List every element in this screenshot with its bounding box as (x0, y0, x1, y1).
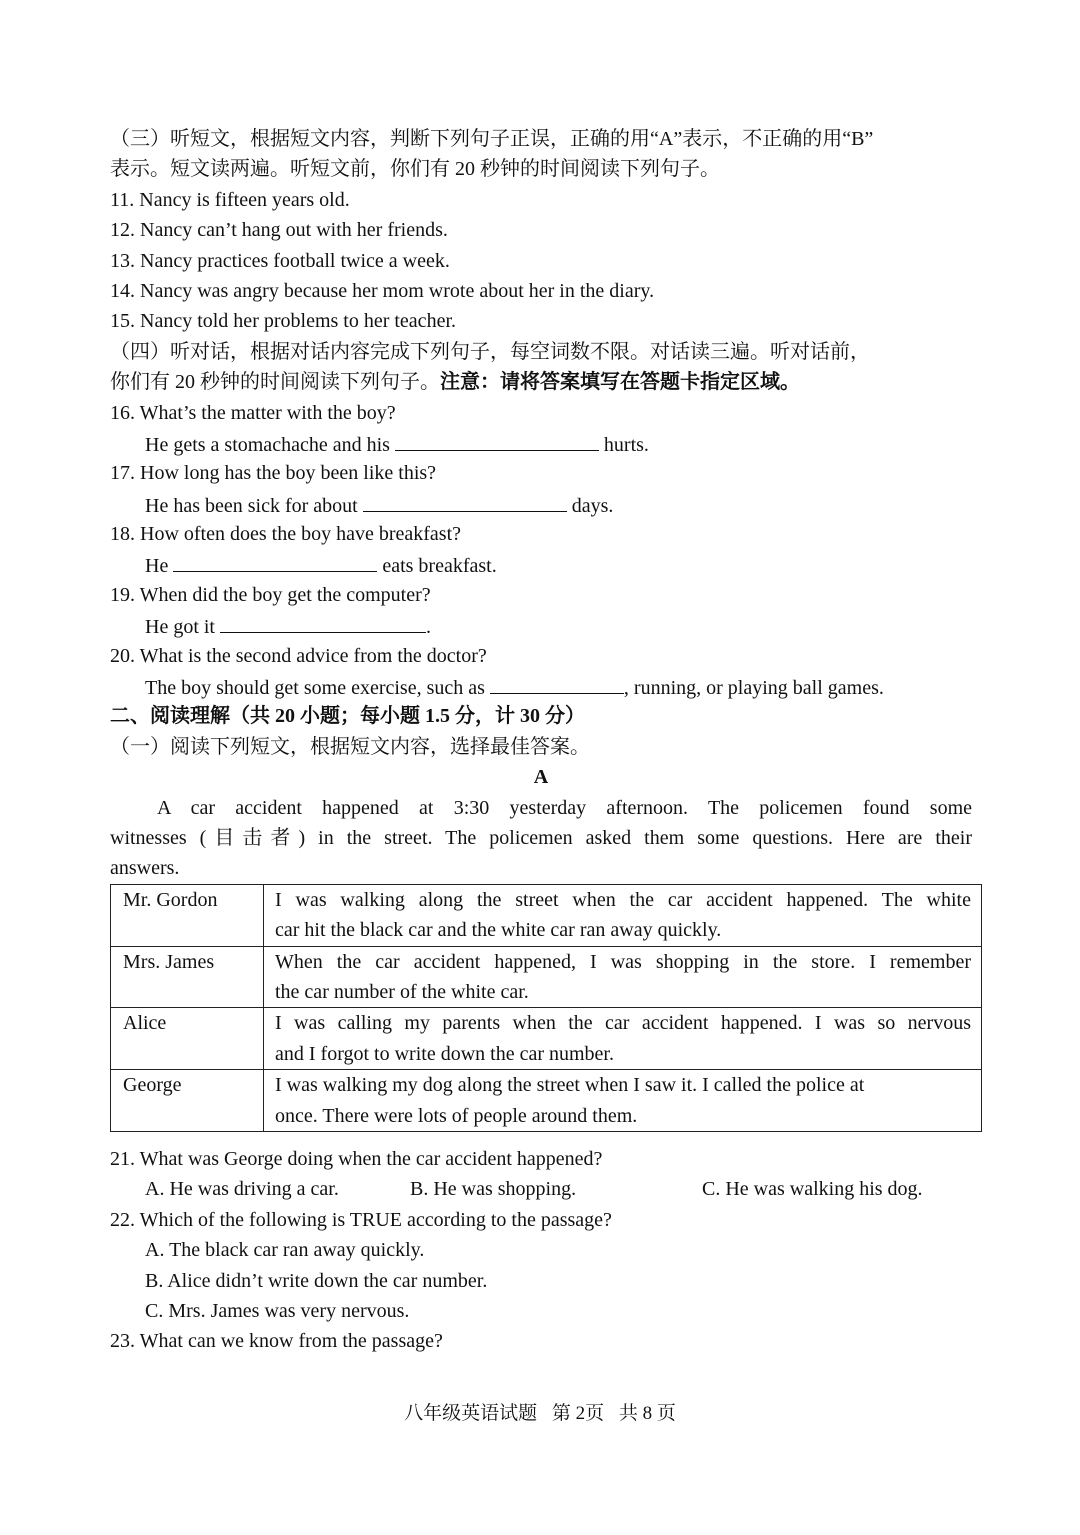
section4-heading-line2 (110, 367, 972, 397)
witness-name: Mrs. James (111, 946, 264, 1008)
section3-heading-line1: （三）听短文，根据短文内容，判断下列句子正误，正确的用“A”表示，不正确的用“B” (110, 128, 874, 150)
question-22: 22. Which of the following is TRUE according to the passage? (110, 1208, 612, 1231)
witness-answer-line1: I was walking along the street when the car accident happened. The white (275, 888, 971, 911)
answer-line-20 (110, 671, 972, 701)
table-row (111, 1070, 982, 1132)
option-21-c[interactable]: C. He was walking his dog. (702, 1178, 923, 1201)
option-22-b[interactable]: B. Alice didn’t write down the car number. (145, 1269, 488, 1292)
witness-name: Alice (111, 1008, 264, 1070)
table-row (111, 1008, 982, 1070)
answer-16-blank[interactable] (395, 428, 599, 451)
witness-answer-line2: once. There were lots of people around them. (275, 1104, 638, 1127)
table-row (111, 884, 982, 946)
footer-page: 第 2页 (551, 1403, 605, 1424)
witness-answer-line2: and I forgot to write down the car number. (275, 1042, 614, 1065)
witness-answer-line1: When the car accident happened, I was shopping in the store. I remember (275, 950, 971, 973)
question-19: 19. When did the boy get the computer? (110, 583, 431, 606)
answer-18-blank[interactable] (173, 549, 377, 572)
answer-20-blank[interactable] (490, 671, 624, 694)
section4-heading-text: 你们有 20 秒钟的时间阅读下列句子。 (110, 371, 440, 394)
witness-answer-line1: I was walking my dog along the street when I saw it. I called the police at (275, 1074, 865, 1097)
question-23: 23. What can we know from the passage? (110, 1330, 443, 1353)
witness-name: George (111, 1070, 264, 1132)
witness-answer (264, 946, 982, 1008)
witness-answer-line2: the car number of the white car. (275, 980, 529, 1003)
answer-19-blank[interactable] (220, 610, 426, 633)
answer-16-before: He gets a stomachache and his (145, 433, 395, 456)
witness-name: Mr. Gordon (111, 884, 264, 946)
question-21: 21. What was George doing when the car accident happened? (110, 1148, 603, 1171)
footer-total: 共 8 页 (618, 1403, 676, 1424)
option-21-a[interactable]: A. He was driving a car. (145, 1178, 339, 1201)
statement-15: 15. Nancy told her problems to her teacher. (110, 310, 456, 333)
answer-line-19 (110, 610, 972, 640)
answer-19-before: He got it (145, 616, 220, 639)
question-18: 18. How often does the boy have breakfast? (110, 523, 461, 546)
answer-20-after: , running, or playing ball games. (623, 677, 884, 700)
table-row (111, 946, 982, 1008)
answer-16-after: hurts. (598, 433, 649, 456)
section4-note: 注意：请将答案填写在答题卡指定区域。 (440, 371, 800, 394)
option-22-c[interactable]: C. Mrs. James was very nervous. (145, 1299, 410, 1322)
passage-line2: witnesses (目击者) in the street. The policemen asked them some questions. Here are their (110, 826, 972, 849)
statement-12: 12. Nancy can’t hang out with her friends. (110, 219, 448, 242)
answer-17-blank[interactable] (363, 489, 567, 512)
witness-answer (264, 1008, 982, 1070)
witness-answer (264, 884, 982, 946)
answer-line-16 (110, 428, 972, 458)
part2-sub1: （一）阅读下列短文，根据短文内容，选择最佳答案。 (110, 735, 590, 758)
witness-answer-line2: car hit the black car and the white car ran away quickly. (275, 919, 722, 942)
statement-11: 11. Nancy is fifteen years old. (110, 188, 350, 211)
answer-20-before: The boy should get some exercise, such as (145, 677, 490, 700)
witness-table (110, 884, 982, 1132)
answer-18-before: He (145, 555, 174, 578)
question-20: 20. What is the second advice from the doctor? (110, 644, 487, 667)
question-17: 17. How long has the boy been like this? (110, 462, 437, 485)
option-22-a[interactable]: A. The black car ran away quickly. (145, 1239, 425, 1262)
answer-line-17 (110, 489, 972, 519)
question-16: 16. What’s the matter with the boy? (110, 401, 396, 424)
answer-19-after: . (426, 616, 431, 639)
answer-18-after: eats breakfast. (377, 555, 497, 578)
passage-line3: answers. (110, 857, 180, 880)
option-21-b[interactable]: B. He was shopping. (410, 1178, 577, 1201)
witness-answer (264, 1070, 982, 1132)
exam-page (110, 124, 972, 1357)
passage-letter: A (533, 766, 549, 789)
section3-heading-line2: 表示。短文读两遍。听短文前，你们有 20 秒钟的时间阅读下列句子。 (110, 158, 720, 181)
footer-subject: 八年级英语试题 (404, 1403, 538, 1424)
passage-line1: A car accident happened at 3:30 yesterday afternoon. The policemen found some (157, 796, 972, 819)
statement-14: 14. Nancy was angry because her mom wrote about her in the diary. (110, 279, 655, 302)
answer-17-before: He has been sick for about (145, 494, 363, 517)
page-footer (0, 1398, 1080, 1425)
statement-13: 13. Nancy practices football twice a week. (110, 249, 450, 272)
options-21 (110, 1174, 972, 1204)
section4-heading-line1: （四）听对话，根据对话内容完成下列句子，每空词数不限。对话读三遍。听对话前， (110, 340, 870, 363)
witness-answer-line1: I was calling my parents when the car accident happened. I was so nervous (275, 1012, 971, 1035)
answer-17-after: days. (566, 494, 614, 517)
part2-title: 二、阅读理解（共 20 小题；每小题 1.5 分，计 30 分） (110, 705, 585, 728)
answer-line-18 (110, 549, 972, 579)
